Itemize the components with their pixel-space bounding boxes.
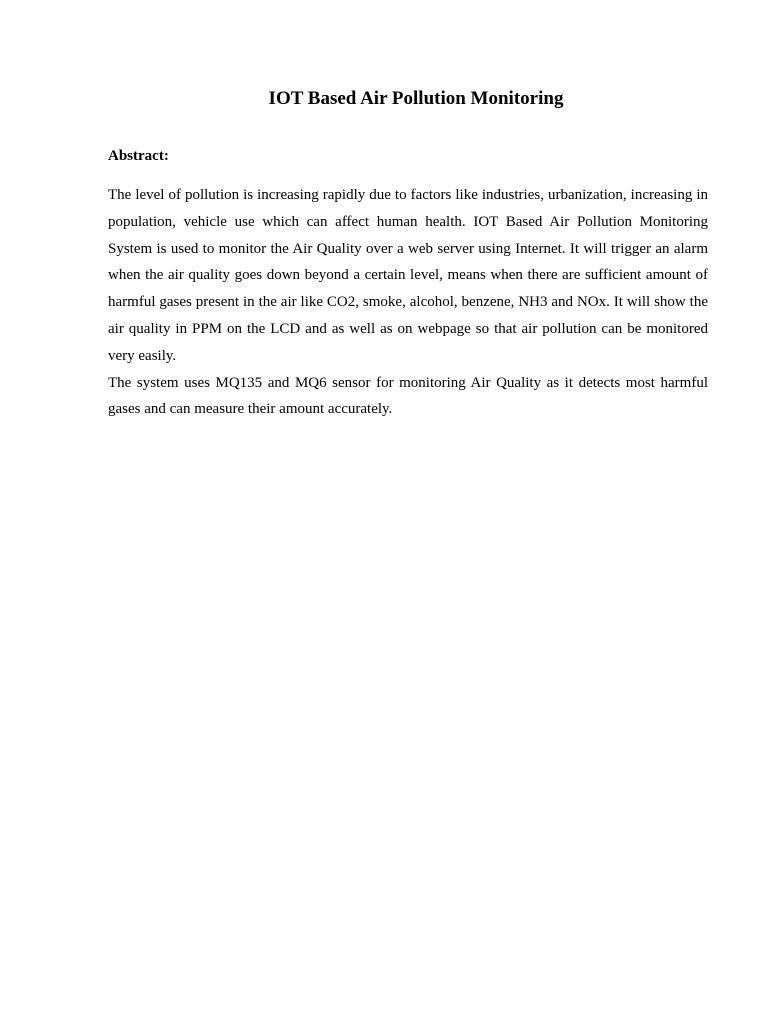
abstract-heading: Abstract: <box>108 148 169 164</box>
abstract-paragraph: The level of pollution is increasing rapidly due to factors like industries, urbanization, increasing in population, vehicle use which can affect human health. IOT Based Air Pollution Monitoring System is used to monitor the Air Quality over a web server using Internet. It will trigger an alarm when the air quality goes down beyond a certain level, means when there are sufficient amount of harmful gases present in the air like CO2, smoke, alcohol, benzene, NH3 and NOx. It will show the air quality in PPM on the LCD and as well as on webpage so that air pollution can be monitored very easily. <box>108 187 708 364</box>
document-title: IOT Based Air Pollution Monitoring <box>268 88 564 109</box>
abstract-body <box>108 182 708 423</box>
abstract-paragraph: The system uses MQ135 and MQ6 sensor for monitoring Air Quality as it detects most harmful gases and can measure their amount accurately. <box>108 374 708 418</box>
